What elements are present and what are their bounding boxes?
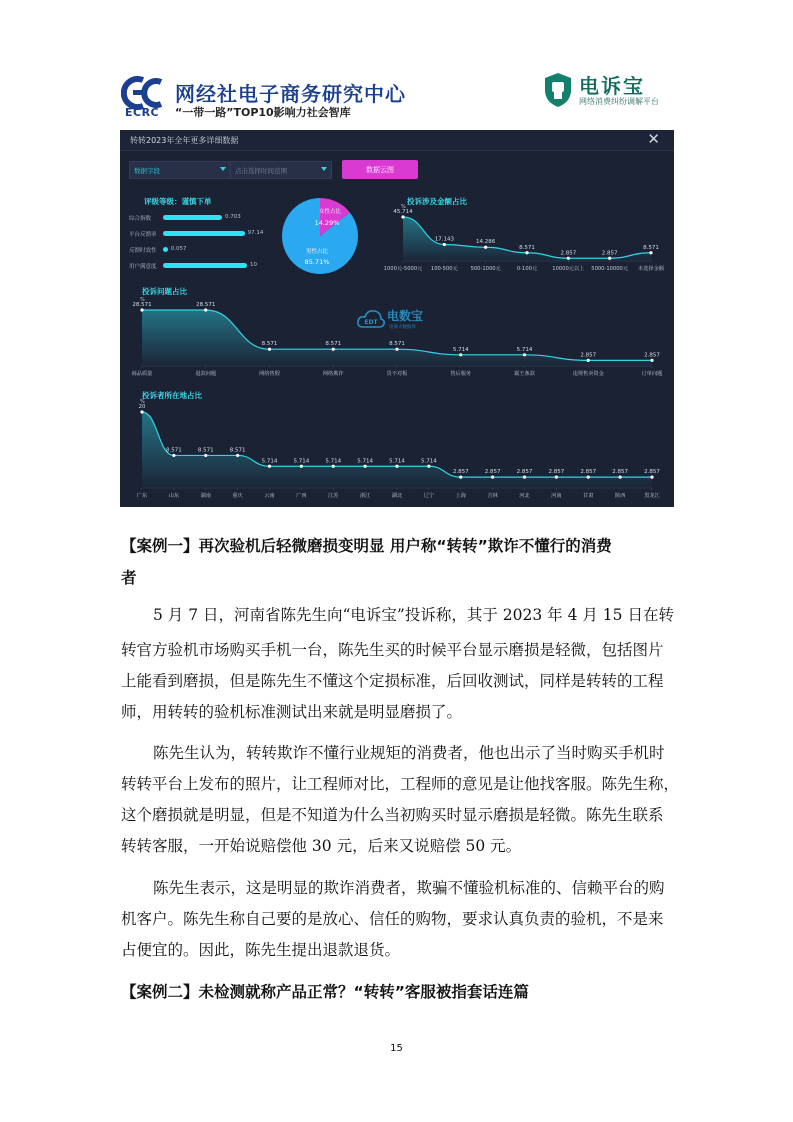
data-label: 5.714 [357,458,373,465]
x-tick-label: 广西 [296,493,307,499]
data-point [427,465,430,468]
rating-value: 0.057 [170,246,187,252]
x-tick-label: 1000元-5000元 [383,266,423,272]
data-label: 20 [138,404,146,410]
data-point [484,246,487,249]
x-tick-label: 湖南 [200,493,211,499]
paragraph-line: 5 月 7 日，河南省陈先生向“电诉宝”投诉称，其于 2023 年 4 月 15 日在转 [153,606,674,624]
x-tick-label: 商品质量 [131,371,153,377]
data-label: 5.714 [516,346,533,353]
data-point [140,308,143,311]
x-tick-label: 吉林 [487,493,498,499]
data-point [443,243,446,246]
data-point [395,348,398,351]
data-point [140,410,143,413]
data-label: 5.714 [261,458,278,465]
rating-label: 反馈时效性 [129,248,157,254]
paragraph-line: 上能看到磨损，但是陈先生不懂这个定损标准，后回收测试，同样是转转的工程 [121,672,664,690]
close-icon[interactable]: ✕ [647,130,660,148]
rating-label: 平台反馈率 [129,232,157,238]
data-label: 45.714 [393,209,413,215]
data-point [332,465,335,468]
chevron-down-icon [321,167,327,171]
x-tick-label: 霸王条款 [514,371,535,377]
paragraph-line: 师，用转转的验机标准测试出来就是明显磨损了。 [121,703,463,721]
x-tick-label: 广东 [136,493,148,499]
svg-text:EDT: EDT [364,319,378,326]
x-tick-label: 陕西 [614,493,626,499]
x-tick-label: 100-500元 [430,266,458,272]
data-point [650,359,653,362]
data-point [523,476,526,479]
data-point [268,348,271,351]
panel-title: 转转2023年全年更多详细数据 [130,136,239,145]
data-label: 17.143 [434,236,454,243]
paragraph-line: 这个磨损就是明显，但是不知道为什么当初购买时显示磨损是轻微。陈先生联系 [121,806,664,824]
time-range-select[interactable] [230,161,332,179]
data-label: 2.857 [612,469,628,476]
dianshubao-logo [543,70,683,110]
data-label: 8.571 [643,244,659,251]
data-point [525,251,528,254]
data-point [300,465,303,468]
watermark-subtext: 电商大数据库 [389,325,416,330]
brand-subtitle: 网络消费纠纷调解平台 [579,97,659,106]
x-tick-label: 山东 [168,493,180,499]
time-range-placeholder: 点击选择时间范围 [235,167,287,175]
chevron-down-icon [220,167,226,171]
y-unit-label: % [140,399,145,405]
data-point [608,257,611,260]
region-chart-title: 投诉者所在地占比 [142,391,202,400]
data-point [459,353,462,356]
watermark-text: 电数宝 [387,309,424,323]
amount-chart [375,203,672,283]
data-point [587,359,590,362]
brand-name: 电诉宝 [579,74,645,98]
data-point [491,476,494,479]
y-unit-label: % [401,204,406,210]
data-label: 8.571 [197,447,214,454]
data-label: 8.571 [166,447,182,454]
paragraph-line: 转转平台上发布的照片，让工程师对比，工程师的意见是让他找客服。陈先生称， [121,775,680,793]
rating-title: 评级等级：谨慎下单 [144,197,212,206]
x-tick-label: 货不对板 [386,371,408,377]
data-label: 2.857 [580,352,597,359]
pie-female-label: 女性占比 [318,209,342,215]
x-tick-label: 500-1000元 [470,266,501,272]
rating-value: 97.14 [247,230,264,236]
x-tick-label: 河北 [519,493,530,499]
paragraph-line: 机客户。陈先生称自己要的是放心、信任的购物，要求认真负责的验机，不是来 [121,910,664,928]
data-label: 2.857 [560,250,577,257]
data-point [555,476,558,479]
data-label: 2.857 [580,469,597,476]
x-tick-label: 黑龙江 [644,493,660,499]
x-tick-label: 退款问题 [195,371,217,377]
paragraph-line: 转转客服，一开始说赔偿他 30 元，后来又说赔偿 50 元。 [121,837,522,855]
ecrc-mark-text: ECRC [125,106,160,119]
data-label: 5.714 [325,458,342,465]
data-cloud-button[interactable] [342,160,418,179]
org-slogan: “一带一路”TOP10影响力社会智库 [175,106,351,119]
rating-value: 10 [250,262,257,268]
rating-label: 用户满意度 [129,264,157,270]
data-label: 5.714 [293,458,310,465]
x-tick-label: 售后服务 [450,371,472,377]
data-label: 2.857 [548,469,565,476]
data-field-select[interactable] [129,161,231,179]
data-point [204,308,207,311]
paragraph-line: 陈先生表示，这是明显的欺诈消费者，欺骗不懂验机标准的、信赖平台的购 [153,879,665,897]
rating-bar [163,263,247,268]
data-label: 2.857 [516,469,533,476]
data-label: 8.571 [325,341,342,348]
y-unit-label: % [140,297,145,303]
x-tick-label: 10000元以上 [552,266,585,272]
panel-title-bar [120,130,674,151]
x-tick-label: 云南 [264,493,275,499]
x-tick-label: 湖北 [391,493,403,499]
data-label: 28.571 [196,302,216,308]
data-point [364,465,367,468]
data-label: 2.857 [484,469,501,476]
x-tick-label: 0-100元 [516,266,538,272]
data-cloud-button-label: 数据云图 [366,166,394,174]
data-point [172,454,175,457]
x-tick-label: 浙江 [359,493,371,499]
paragraph-line: 转官方验机市场购买手机一台，陈先生买的时候平台显示磨损是轻微，包括图片 [121,641,664,659]
data-point [619,476,622,479]
data-label: 8.571 [389,341,405,348]
data-point [650,476,653,479]
amount-chart-title: 投诉涉及金额占比 [407,197,467,206]
data-point [236,454,239,457]
case1-title-line1: 【案例一】再次验机后轻微磨损变明显 用户称“转转”欺诈不懂行的消费 [121,537,612,555]
x-tick-label: 未选择金额 [638,266,664,272]
rating-bar [163,231,245,236]
org-name: 网经社电子商务研究中心 [175,82,406,106]
issue-chart [120,292,674,384]
data-point [332,348,335,351]
rating-value: 0.703 [225,214,241,220]
pie-male-value: 85.71% [304,258,330,266]
rating-bar [163,215,222,220]
case1-title-line2: 者 [121,569,137,587]
data-label: 8.571 [519,244,535,251]
x-tick-label: 5000-10000元 [591,266,629,272]
x-tick-label: 上海 [455,493,466,499]
x-tick-label: 重庆 [232,493,243,499]
data-point [204,454,207,457]
data-label: 8.571 [229,447,246,454]
x-tick-label: 违规售卖资金 [572,371,604,377]
gender-pie-chart [280,196,360,276]
data-label: 5.714 [421,458,437,465]
data-label: 14.286 [476,239,496,246]
data-label: 2.857 [452,469,469,476]
data-point [459,476,462,479]
x-tick-label: 甘肃 [583,493,594,499]
data-point [649,251,652,254]
case2-title: 【案例二】未检测就称产品正常？“转转”客服被指套话连篇 [121,983,529,1001]
x-tick-label: 河南 [551,493,562,499]
region-chart [120,396,674,504]
data-point [587,476,590,479]
data-point [567,257,570,260]
data-label: 5.714 [452,346,469,353]
data-label: 8.571 [261,341,278,348]
issue-chart-title: 投诉问题占比 [142,287,187,296]
data-label: 2.857 [601,250,618,257]
page-number: 15 [390,1043,403,1054]
x-tick-label: 辽宁 [423,493,435,499]
x-tick-label: 网络欺诈 [322,371,344,377]
data-field-select-label: 数据字段 [134,167,160,175]
x-tick-label: 订单问题 [641,371,663,377]
series-area [142,310,652,366]
data-point [523,353,526,356]
data-label: 28.571 [132,302,152,308]
data-label: 2.857 [644,469,660,476]
x-tick-label: 网络售假 [259,371,280,377]
data-label: 5.714 [389,458,405,465]
pie-female-value: 14.29% [314,219,340,227]
data-label: 2.857 [644,352,660,359]
ecrc-logo [121,76,421,120]
paragraph-line: 占便宜的。因此，陈先生提出退款退货。 [121,941,401,959]
data-dashboard-panel [120,130,674,507]
shield-fist-icon [543,72,573,108]
rating-label: 综合指数 [129,216,152,222]
rating-bar [163,247,168,252]
data-point [395,465,398,468]
x-tick-label: 江苏 [328,493,339,499]
pie-male-label: 男性占比 [305,249,329,255]
data-point [268,465,271,468]
paragraph-line: 陈先生认为，转转欺诈不懂行业规矩的消费者，他也出示了当时购买手机时 [153,744,665,762]
data-point [401,215,404,218]
